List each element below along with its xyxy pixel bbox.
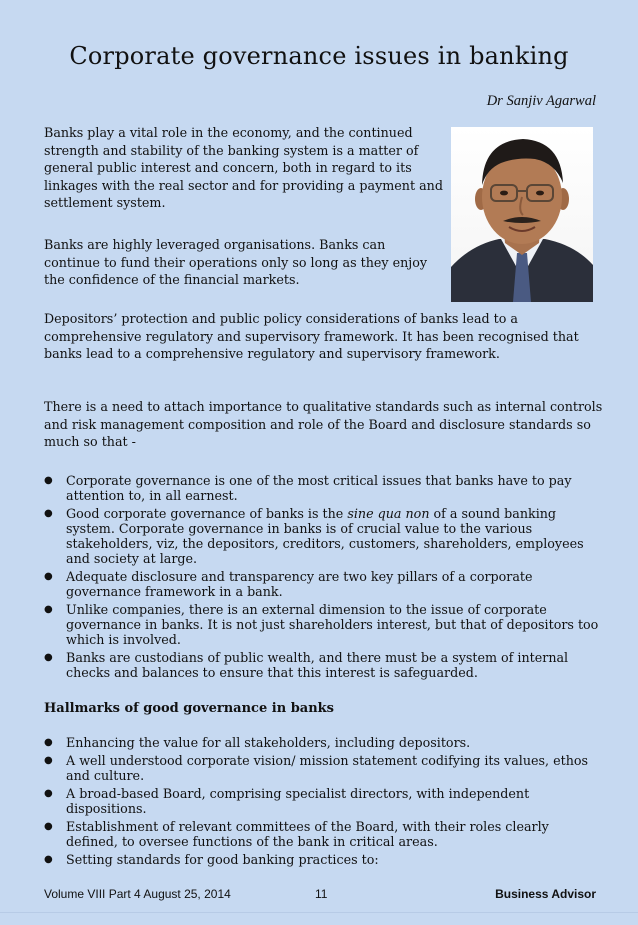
list-item-text: A well understood corporate vision/ mission statement codifying its values, ethos and culture. — [66, 753, 589, 783]
author-byline: Dr Sanjiv Agarwal — [486, 93, 596, 109]
bullet-icon: ● — [44, 508, 53, 519]
list-item-text: Unlike companies, there is an external dimension to the issue of corporate governance in banks. It is not just shareholders interest, but that of depositors too which is involved. — [66, 602, 599, 647]
bullet-icon: ● — [44, 475, 53, 486]
list-item — [44, 473, 604, 503]
footer-volume-info: Volume VIII Part 4 August 25, 2014 — [44, 887, 231, 901]
bullet-icon: ● — [44, 604, 53, 615]
governance-points-list — [44, 473, 604, 683]
paragraph-3: Depositors’ protection and public policy considerations of banks lead to a comprehensive regulatory and supervisory framework. It has been recognised that banks lead to a comprehensive regulatory and supervisory framework. — [44, 311, 579, 361]
list-item-text: Corporate governance is one of the most critical issues that banks have to pay attention to, in all earnest. — [66, 473, 572, 503]
list-item — [44, 819, 604, 849]
paragraph-4: There is a need to attach importance to qualitative standards such as internal controls and risk management composition and role of the Board and disclosure standards so much so that - — [44, 399, 603, 449]
list-item-text: Establishment of relevant committees of the Board, with their roles clearly defined, to oversee functions of the bank in critical areas. — [66, 819, 549, 849]
page-footer — [44, 887, 596, 905]
section-heading: Hallmarks of good governance in banks — [44, 701, 334, 716]
bullet-icon: ● — [44, 571, 53, 582]
bullet-icon: ● — [44, 788, 53, 799]
bullet-icon: ● — [44, 652, 53, 663]
list-item — [44, 786, 604, 816]
list-item — [44, 602, 604, 647]
publication-name: Business Advisor — [495, 887, 596, 901]
list-item-text-pre: Good corporate governance of banks is the — [66, 506, 348, 521]
list-item-text: Banks are custodians of public wealth, and there must be a system of internal checks and balances to ensure that this interest is safeguarded. — [66, 650, 569, 680]
page-divider — [0, 912, 638, 913]
list-item-emphasis: sine qua non — [347, 506, 430, 521]
bullet-icon: ● — [44, 755, 53, 766]
list-item — [44, 852, 604, 867]
bullet-icon: ● — [44, 854, 53, 865]
list-item-text: A broad-based Board, comprising specialist directors, with independent dispositions. — [66, 786, 530, 816]
list-item-text: Adequate disclosure and transparency are two key pillars of a corporate governance framework in a bank. — [66, 569, 533, 599]
paragraph-2: Banks are highly leveraged organisations. Banks can continue to fund their operations only so long as they enjoy the confidence of the financial markets. — [44, 237, 428, 287]
bullet-icon: ● — [44, 737, 53, 748]
paragraph-1: Banks play a vital role in the economy, and the continued strength and stability of the banking system is a matter of general public interest and concern, both in regard to its linkages with the real sector and for providing a payment and settlement system. — [44, 125, 443, 210]
list-item-text: Enhancing the value for all stakeholders, including depositors. — [66, 735, 471, 750]
page-number: 11 — [315, 887, 328, 901]
article-title: Corporate governance issues in banking — [69, 42, 569, 70]
author-portrait-image — [451, 127, 593, 302]
list-item-text-post: of a sound banking system. Corporate governance in banks is of crucial value to the various stakeholders, viz, the depositors, creditors, customers, shareholders, employees and society at large. — [66, 506, 584, 566]
list-item — [44, 569, 604, 599]
hallmarks-list — [44, 735, 604, 870]
author-photo — [451, 127, 593, 302]
bullet-icon: ● — [44, 821, 53, 832]
list-item — [44, 735, 604, 750]
list-item-text: Setting standards for good banking practices to: — [66, 852, 379, 867]
list-item — [44, 753, 604, 783]
list-item — [44, 650, 604, 680]
list-item — [44, 506, 604, 566]
